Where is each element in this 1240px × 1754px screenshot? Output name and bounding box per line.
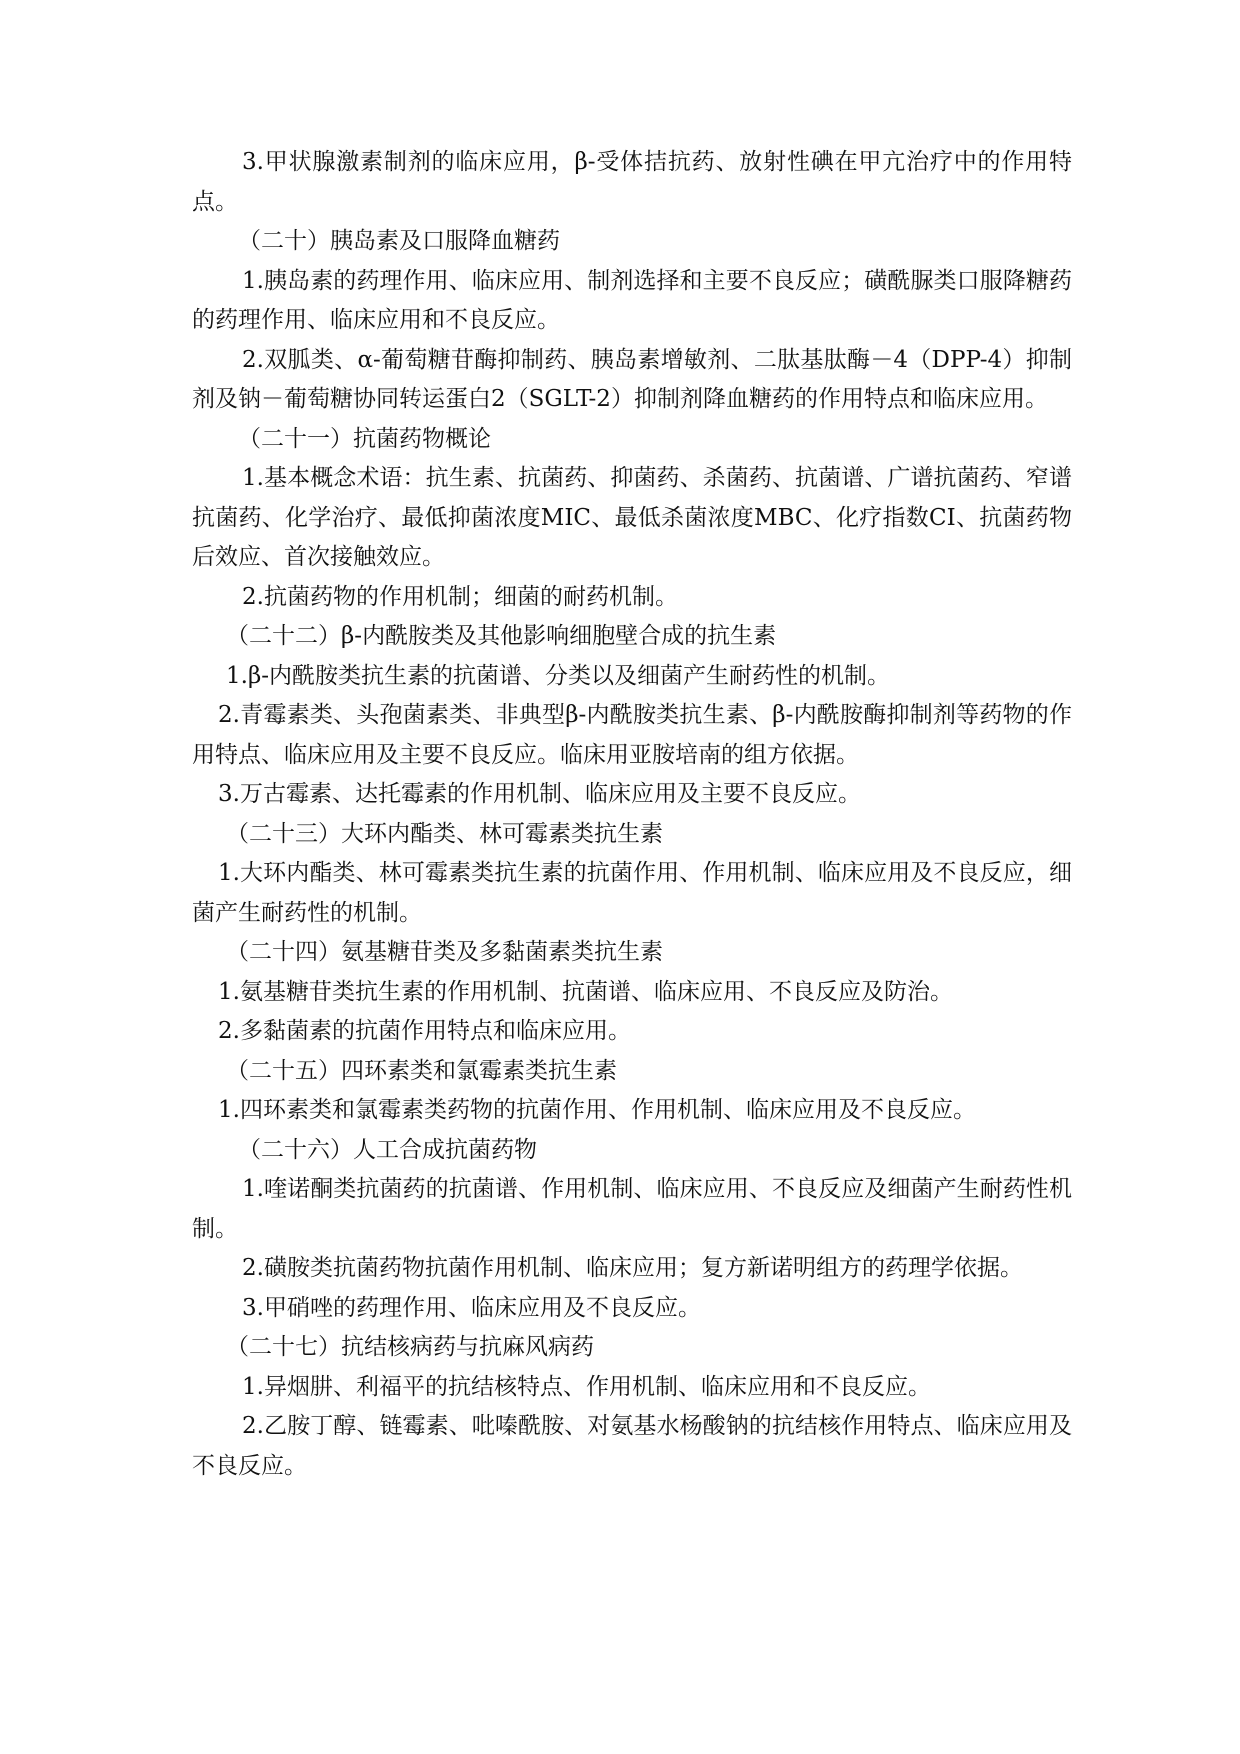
section-heading-26: （二十六）人工合成抗菌药物 [238, 1136, 537, 1163]
paragraph-polymyxin-item-2: 2.多黏菌素的抗菌作用特点和临床应用。 [218, 1018, 631, 1044]
paragraph-beta-lactam-item-2: 2.青霉素类、头孢菌素类、非典型β-内酰胺类抗生素、β-内酰胺酶抑制剂等药物的作用特点、临床应用及主要不良反应。临床用亚胺培南的组方依据。 [192, 702, 1072, 768]
paragraph-aminoglycoside-item-1: 1.氨基糖苷类抗生素的作用机制、抗菌谱、临床应用、不良反应及防治。 [218, 978, 953, 1005]
paragraph-thyroid-item-3: 3.甲状腺激素制剂的临床应用，β-受体拮抗药、放射性碘在甲亢治疗中的作用特点。 [192, 149, 1072, 215]
paragraph-insulin-item-1: 1.胰岛素的药理作用、临床应用、制剂选择和主要不良反应；磺酰脲类口服降糖药的药理作用、临床应用和不良反应。 [192, 267, 1072, 333]
section-heading-23: （二十三）大环内酯类、林可霉素类抗生素 [226, 820, 663, 847]
section-heading-27: （二十七）抗结核病药与抗麻风病药 [226, 1334, 594, 1360]
paragraph-tuberculosis-item-1: 1.异烟肼、利福平的抗结核特点、作用机制、临床应用和不良反应。 [242, 1373, 931, 1400]
document-body [192, 143, 1072, 1486]
paragraph-beta-lactam-item-1: 1.β-内酰胺类抗生素的抗菌谱、分类以及细菌产生耐药性的机制。 [226, 662, 891, 689]
paragraph-antibacterial-item-1: 1.基本概念术语：抗生素、抗菌药、抑菌药、杀菌药、抗菌谱、广谱抗菌药、窄谱抗菌药、化学治疗、最低抑菌浓度MIC、最低杀菌浓度MBC、化疗指数CI、抗菌药物后效应、首次接触效应。 [192, 465, 1072, 570]
paragraph-beta-lactam-item-3: 3.万古霉素、达托霉素的作用机制、临床应用及主要不良反应。 [218, 781, 861, 807]
paragraph-synthetic-item-2: 2.磺胺类抗菌药物抗菌作用机制、临床应用；复方新诺明组方的药理学依据。 [242, 1255, 1023, 1281]
paragraph-tetracycline-item-1: 1.四环素类和氯霉素类药物的抗菌作用、作用机制、临床应用及不良反应。 [218, 1097, 976, 1123]
paragraph-synthetic-item-3: 3.甲硝唑的药理作用、临床应用及不良反应。 [242, 1294, 701, 1321]
section-heading-22: （二十二）β-内酰胺类及其他影响细胞壁合成的抗生素 [226, 623, 777, 649]
paragraph-insulin-item-2: 2.双胍类、α-葡萄糖苷酶抑制药、胰岛素增敏剂、二肽基肽酶－4（DPP-4）抑制剂及钠－葡萄糖协同转运蛋白2（SGLT-2）抑制剂降血糖药的作用特点和临床应用。 [192, 346, 1072, 412]
section-heading-20: （二十）胰岛素及口服降血糖药 [238, 228, 560, 254]
paragraph-tuberculosis-item-2: 2.乙胺丁醇、链霉素、吡嗪酰胺、对氨基水杨酸钠的抗结核作用特点、临床应用及不良反应。 [192, 1413, 1072, 1479]
section-heading-25: （二十五）四环素类和氯霉素类抗生素 [226, 1057, 617, 1084]
paragraph-macrolide-item-1: 1.大环内酯类、林可霉素类抗生素的抗菌作用、作用机制、临床应用及不良反应，细菌产生耐药性的机制。 [192, 860, 1072, 926]
section-heading-21: （二十一）抗菌药物概论 [238, 425, 491, 452]
paragraph-antibacterial-item-2: 2.抗菌药物的作用机制；细菌的耐药机制。 [242, 583, 678, 610]
section-heading-24: （二十四）氨基糖苷类及多黏菌素类抗生素 [226, 939, 663, 965]
paragraph-synthetic-item-1: 1.喹诺酮类抗菌药的抗菌谱、作用机制、临床应用、不良反应及细菌产生耐药性机制。 [192, 1176, 1072, 1242]
